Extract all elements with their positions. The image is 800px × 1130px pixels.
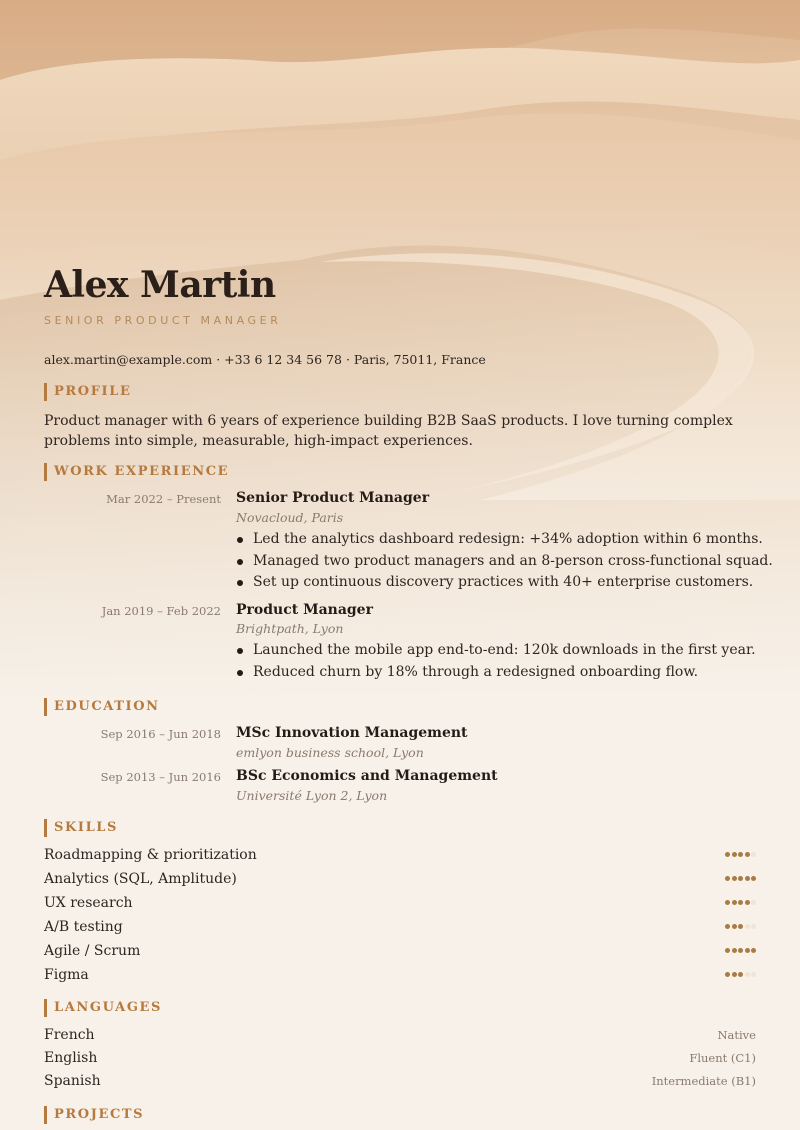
- experience-title: Product Manager: [236, 602, 373, 618]
- skill-row: [44, 847, 756, 867]
- skill-name: A/B testing: [44, 919, 123, 935]
- candidate-role: SENIOR PRODUCT MANAGER: [44, 314, 282, 327]
- skill-level-dots: [725, 876, 756, 881]
- experience-dates: Jan 2019 – Feb 2022: [101, 604, 221, 618]
- skill-dot-filled: [732, 876, 737, 881]
- skill-dot-empty: [745, 924, 750, 929]
- skill-name: Roadmapping & prioritization: [44, 847, 257, 863]
- bullet-item: Launched the mobile app end-to-end: 120k downloads in the first year.: [236, 640, 756, 662]
- skill-dot-filled: [725, 972, 730, 977]
- section-title-profile: PROFILE: [44, 383, 131, 401]
- skill-dot-empty: [751, 852, 756, 857]
- language-level: Native: [717, 1028, 756, 1042]
- skill-dot-filled: [738, 948, 743, 953]
- skill-dot-empty: [751, 900, 756, 905]
- skill-dot-filled: [725, 900, 730, 905]
- education-dates: Sep 2013 – Jun 2016: [100, 770, 221, 784]
- skill-dot-filled: [732, 948, 737, 953]
- language-level: Intermediate (B1): [651, 1074, 756, 1088]
- skill-dot-filled: [725, 948, 730, 953]
- skill-level-dots: [725, 852, 756, 857]
- education-title: MSc Innovation Management: [236, 725, 468, 741]
- language-name: French: [44, 1027, 95, 1043]
- language-name: Spanish: [44, 1073, 101, 1089]
- bullet-item: Managed two product managers and an 8-person cross-functional squad.: [236, 551, 773, 573]
- education-title: BSc Economics and Management: [236, 768, 498, 784]
- skill-dot-filled: [738, 852, 743, 857]
- experience-company: Brightpath, Lyon: [236, 621, 344, 636]
- profile-text: Product manager with 6 years of experience building B2B SaaS products. I love turning complex problems into simple, measurable, high-impact experiences.: [44, 413, 733, 449]
- skill-dot-filled: [738, 972, 743, 977]
- skill-name: Analytics (SQL, Amplitude): [44, 871, 237, 887]
- skill-dot-filled: [751, 876, 756, 881]
- skill-dot-filled: [732, 924, 737, 929]
- skill-dot-filled: [732, 900, 737, 905]
- education-school: emlyon business school, Lyon: [236, 745, 424, 760]
- section-title-experience: WORK EXPERIENCE: [44, 463, 229, 481]
- section-title-education: EDUCATION: [44, 698, 160, 716]
- experience-bullets: [236, 529, 773, 594]
- skill-dot-empty: [751, 924, 756, 929]
- language-row: [44, 1027, 756, 1047]
- language-row: [44, 1050, 756, 1070]
- skill-name: Figma: [44, 967, 89, 983]
- skill-row: [44, 967, 756, 987]
- bullet-item: Led the analytics dashboard redesign: +34% adoption within 6 months.: [236, 529, 773, 551]
- skill-level-dots: [725, 948, 756, 953]
- skill-dot-filled: [732, 972, 737, 977]
- section-title-languages: LANGUAGES: [44, 999, 162, 1017]
- skill-dot-filled: [725, 876, 730, 881]
- skill-dot-filled: [738, 876, 743, 881]
- section-title-projects: PROJECTS: [44, 1106, 144, 1124]
- experience-bullets: [236, 640, 756, 683]
- experience-dates: Mar 2022 – Present: [106, 492, 221, 506]
- candidate-name: Alex Martin: [44, 264, 276, 306]
- skill-dot-filled: [738, 900, 743, 905]
- skill-dot-filled: [745, 876, 750, 881]
- experience-company: Novacloud, Paris: [236, 510, 344, 525]
- skill-row: [44, 943, 756, 963]
- skill-name: UX research: [44, 895, 133, 911]
- skill-dot-filled: [745, 948, 750, 953]
- skill-dot-filled: [751, 948, 756, 953]
- language-level: Fluent (C1): [689, 1051, 756, 1065]
- language-name: English: [44, 1050, 98, 1066]
- skill-row: [44, 895, 756, 915]
- skill-dot-empty: [751, 972, 756, 977]
- skill-row: [44, 871, 756, 891]
- skill-row: [44, 919, 756, 939]
- skill-dot-filled: [732, 852, 737, 857]
- contact-info: alex.martin@example.com · +33 6 12 34 56 78 · Paris, 75011, France: [44, 352, 486, 367]
- skill-dot-filled: [725, 924, 730, 929]
- skill-name: Agile / Scrum: [44, 943, 141, 959]
- section-title-skills: SKILLS: [44, 819, 118, 837]
- skill-dot-filled: [738, 924, 743, 929]
- skill-dot-filled: [725, 852, 730, 857]
- skill-dot-empty: [745, 972, 750, 977]
- skill-level-dots: [725, 972, 756, 977]
- language-row: [44, 1073, 756, 1093]
- education-school: Université Lyon 2, Lyon: [236, 788, 388, 803]
- skill-level-dots: [725, 924, 756, 929]
- skill-dot-filled: [745, 852, 750, 857]
- bullet-item: Reduced churn by 18% through a redesigned onboarding flow.: [236, 662, 756, 684]
- skill-dot-filled: [745, 900, 750, 905]
- skill-level-dots: [725, 900, 756, 905]
- experience-title: Senior Product Manager: [236, 490, 430, 506]
- bullet-item: Set up continuous discovery practices with 40+ enterprise customers.: [236, 572, 773, 594]
- education-dates: Sep 2016 – Jun 2018: [100, 727, 221, 741]
